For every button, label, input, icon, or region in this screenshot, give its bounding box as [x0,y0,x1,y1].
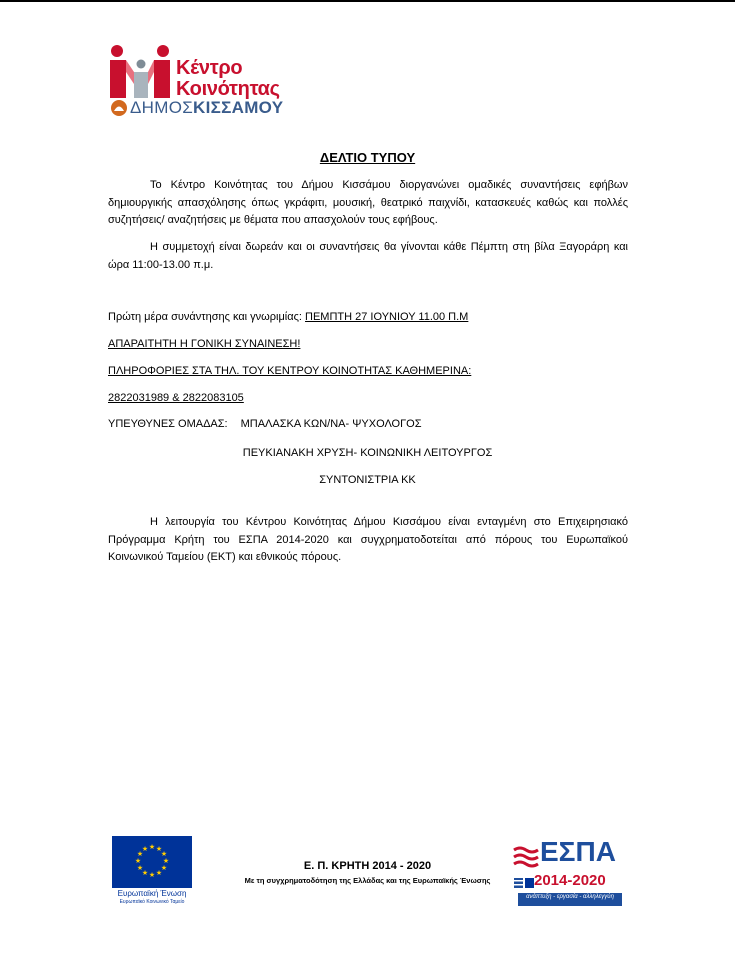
svg-text:★: ★ [136,864,144,872]
logo-sub-prefix: ΔΗΜΟΣ [130,98,194,117]
svg-text:★: ★ [148,843,156,851]
svg-text:★: ★ [162,857,170,865]
eu-label: Ευρωπαϊκή Ένωση [117,889,187,898]
greek-eu-flags-icon [514,878,534,888]
first-meeting-label: Πρώτη μέρα συνάντησης και γνωριμίας: [108,311,306,323]
responsible-3: ΣΥΝΤΟΝΙΣΤΡΙΑ ΚΚ [319,474,416,486]
svg-text:★: ★ [155,845,163,853]
svg-text:★: ★ [141,845,149,853]
espa-word: ΕΣΠΑ [540,836,616,867]
consent-line: ΑΠΑΡΑΙΤΗΤΗ Η ΓΟΝΙΚΗ ΣΥΝΑΙΝΕΣΗ! [108,338,301,350]
espa-logo [512,836,622,908]
program-title: Ε. Π. ΚΡΗΤΗ 2014 - 2020 [303,860,432,872]
logo-municipality [130,99,283,117]
paragraph-participation [108,239,628,274]
espa-years: 2014-2020 [534,872,606,889]
eu-sublabel: Ευρωπαϊκό Κοινωνικό Ταμείο [119,899,185,905]
paragraph-funding-text: Η λειτουργία του Κέντρου Κοινότητας Δήμου Κισσάμου είναι ενταγμένη στο Επιχειρησιακό Πρόγραμμα Κρήτη του ΕΣΠΑ 2014-2020 και συγχρηματοδοτείται από πόρους του Ευρωπαϊκού Κοινωνικού Ταμείου (ΕΚΤ) και εθνικούς πόρους. [108,516,628,563]
top-border [0,0,735,2]
svg-text:★: ★ [141,869,149,877]
phones-value: 2822031989 & 2822083105 [108,392,244,404]
logo-title-line1: Κέντρο [176,57,243,79]
svg-text:★: ★ [134,857,142,865]
paragraph-participation-text: Η συμμετοχή είναι δωρεάν και οι συναντήσεις θα γίνονται κάθε Πέμπτη στη βίλα Ξαγοράρη και ώρα 11:00-13.00 π.μ. [108,241,628,271]
family-icon [108,44,172,100]
responsible-label: ΥΠΕΥΘΥΝΕΣ ΟΜΑΔΑΣ: [108,418,228,430]
paragraph-intro-text: Το Κέντρο Κοινότητας του Δήμου Κισσάμου διοργανώνει ομαδικές συναντήσεις εφήβων δημιουργικής απασχόλησης όπως γκράφιτι, μουσική, θεατρικό παιχνίδι, κατασκευές καθώς και πολλές συζητήσεις/ αναζητήσεις με θέματα που απασχολούν τους εφήβους. [108,179,628,226]
svg-text:★: ★ [155,869,163,877]
responsible-1: ΜΠΑΛΑΣΚΑ ΚΩΝ/ΝΑ- ΨΥΧΟΛΟΓΟΣ [240,418,422,430]
espa-slogan: ανάπτυξη - εργασία - αλληλεγγύη [526,894,614,900]
page-title: ΔΕΛΤΙΟ ΤΥΠΟΥ [319,150,416,165]
responsible-line [108,418,422,430]
logo-sub-bold: ΚΙΣΣΑΜΟΥ [193,98,284,117]
phones-label: ΠΛΗΡΟΦΟΡΙΕΣ ΣΤΑ ΤΗΛ. ΤΟΥ ΚΕΝΤΡΟΥ ΚΟΙΝΟΤΗΤΑΣ ΚΑΘΗΜΕΡΙΝΑ: [108,365,472,377]
svg-text:★: ★ [160,850,168,858]
first-meeting-line [108,311,468,323]
logo-title [176,58,280,100]
first-meeting-value: ΠΕΜΠΤΗ 27 ΙΟΥΝΙΟΥ 11.00 Π.Μ [305,311,469,323]
paragraph-funding [108,514,628,567]
svg-text:★: ★ [148,871,156,879]
kentro-koinotitas-logo [108,44,308,124]
logo-title-line2: Κοινότητας [176,78,280,100]
municipality-emblem-icon [110,99,128,117]
paragraph-intro [108,177,628,230]
espa-waves-icon [512,844,540,874]
responsible-2: ΠΕΥΚΙΑΝΑΚΗ ΧΡΥΣΗ- ΚΟΙΝΩΝΙΚΗ ΛΕΙΤΟΥΡΓΟΣ [242,447,493,459]
svg-text:★: ★ [160,864,168,872]
program-subtitle: Με τη συγχρηματοδότηση της Ελλάδας και της Ευρωπαϊκής Ένωσης [244,876,491,885]
svg-text:★: ★ [136,850,144,858]
